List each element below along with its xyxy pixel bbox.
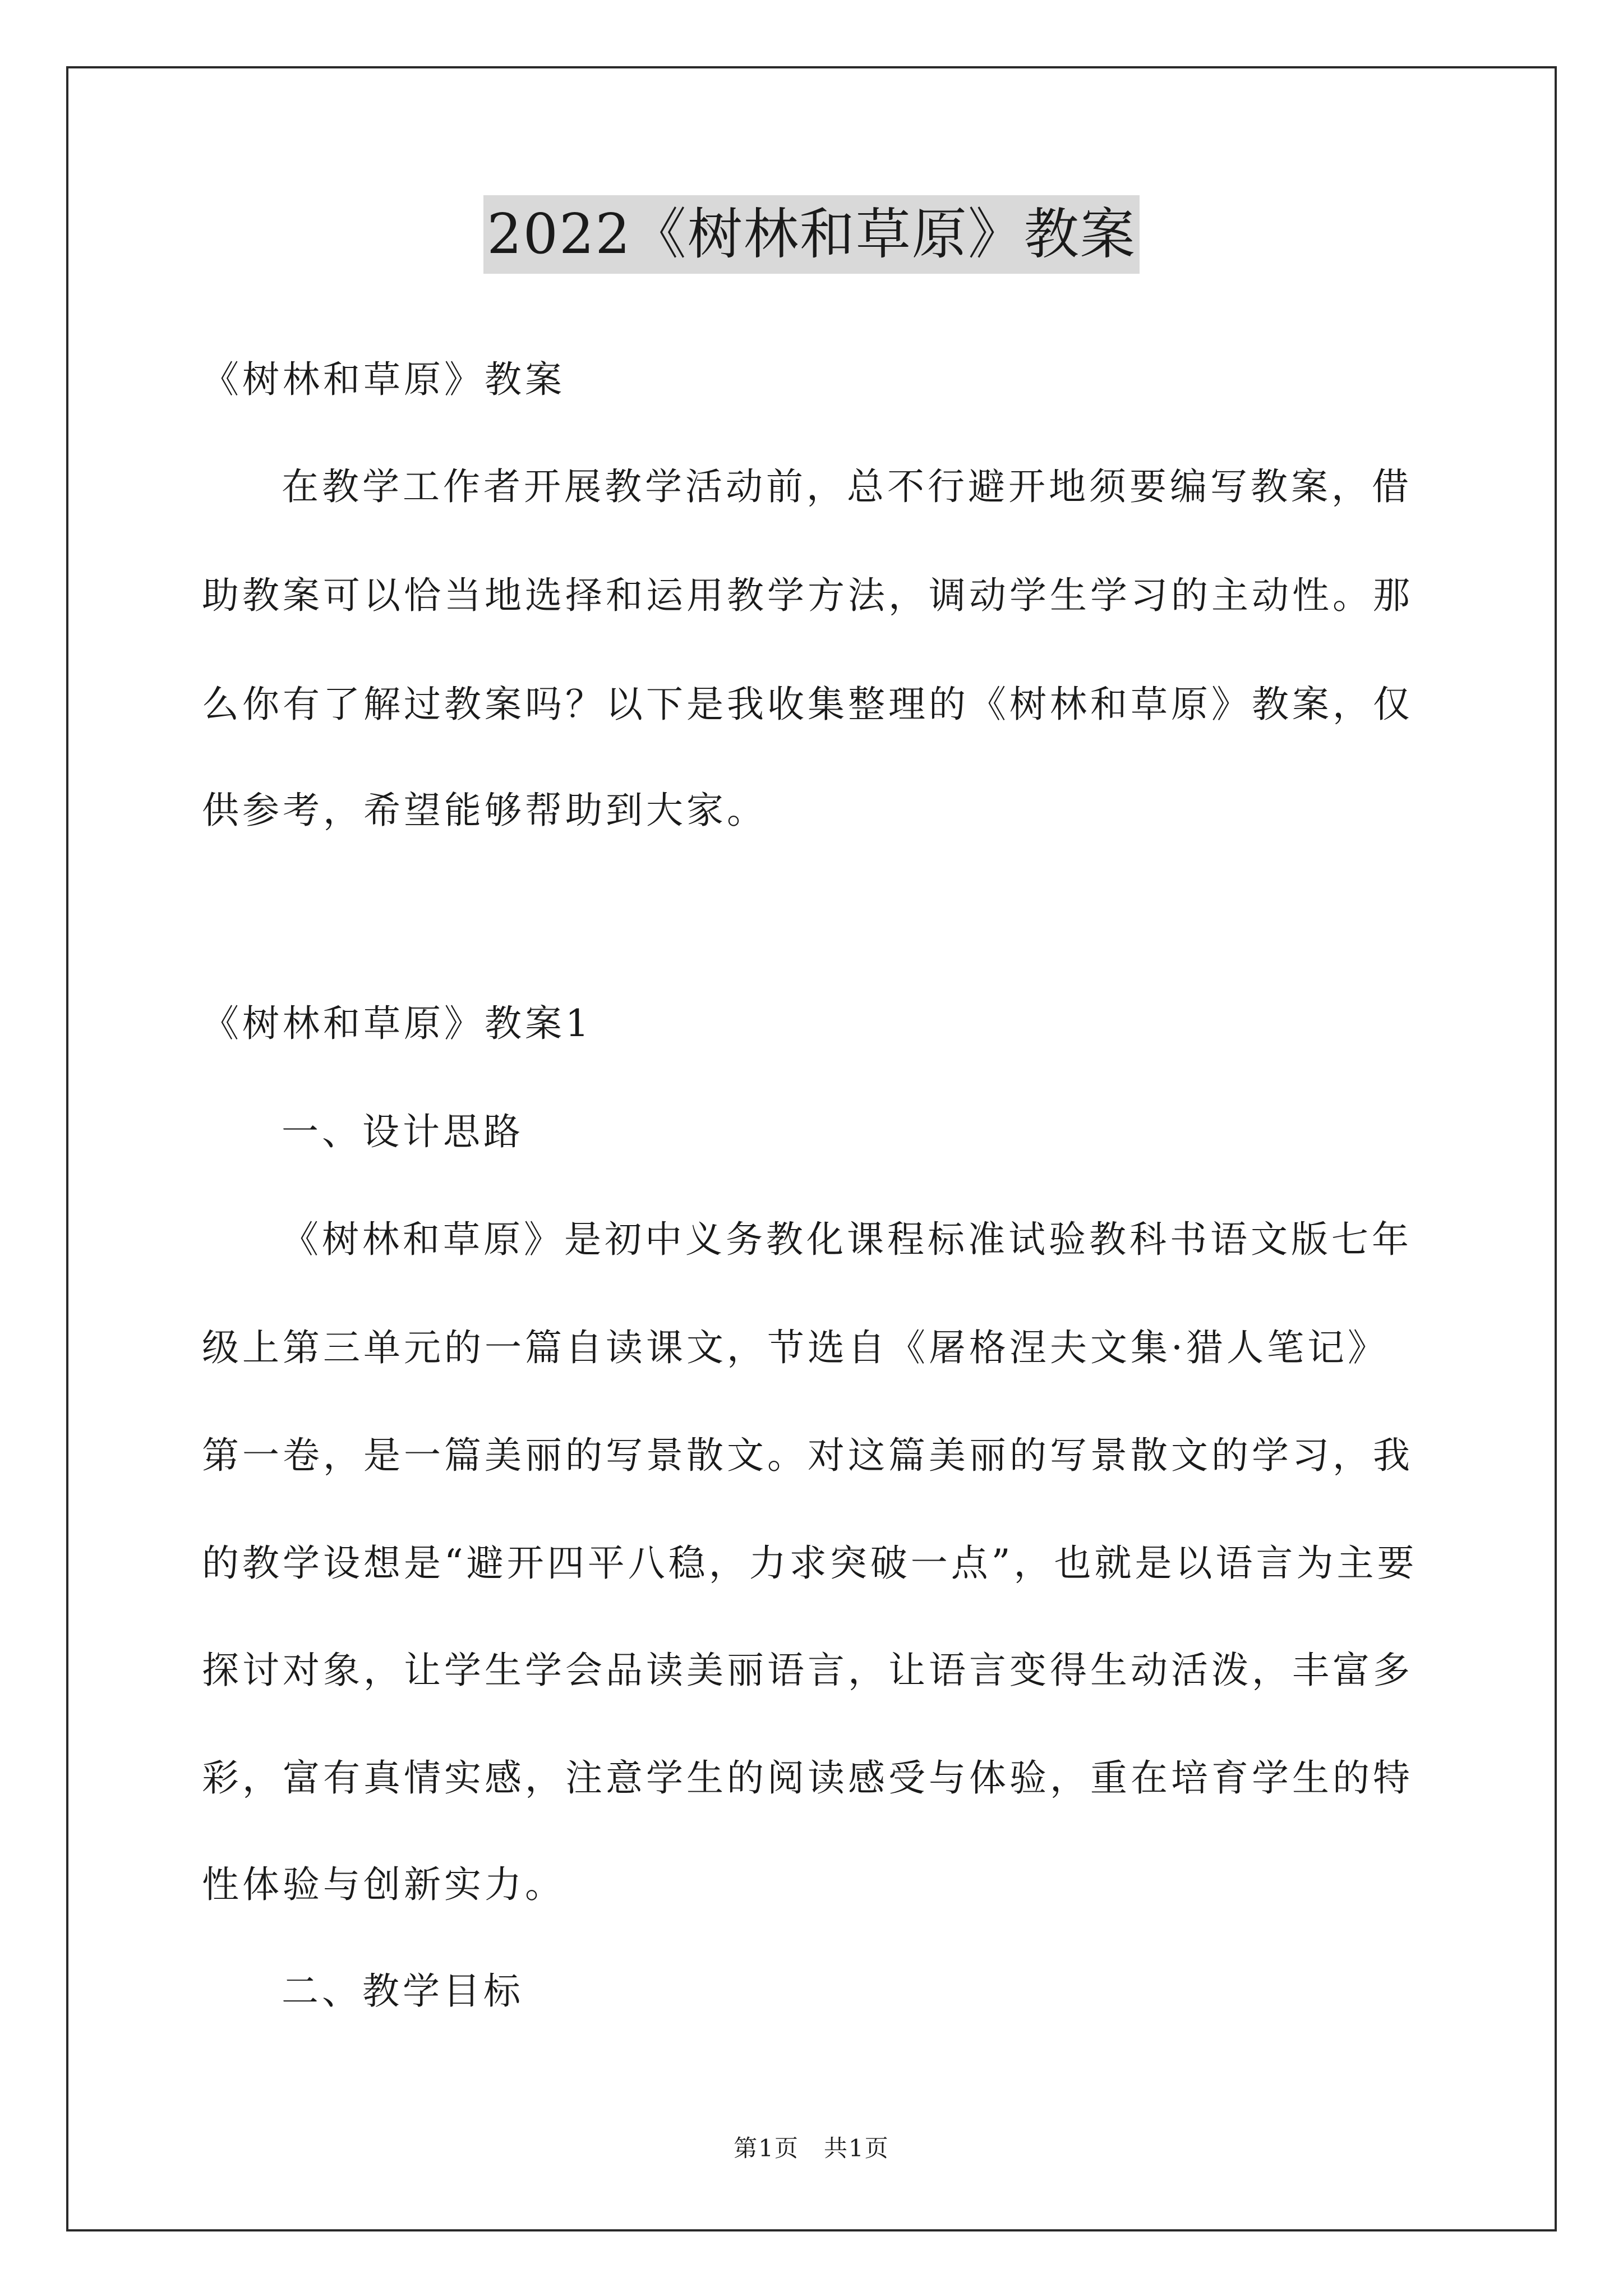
subtitle: 《树林和草原》教案 <box>202 358 565 401</box>
section-heading: 二、教学目标 <box>282 1970 524 2013</box>
body-line: 彩，富有真情实感，注意学生的阅读感受与体验，重在培育学生的特 <box>202 1756 1413 1800</box>
intro-line: 供参考，希望能够帮助到大家。 <box>202 789 767 832</box>
section-heading: 一、设计思路 <box>282 1110 524 1153</box>
body-line: 性体验与创新实力。 <box>202 1863 565 1906</box>
body-line: 级上第三单元的一篇自读课文，节选自《屠格涅夫文集·猎人笔记》 <box>202 1326 1388 1369</box>
intro-line: 助教案可以恰当地选择和运用教学方法，调动学生学习的主动性。那 <box>202 574 1413 617</box>
title-container <box>0 195 1623 274</box>
intro-line: 么你有了解过教案吗？以下是我收集整理的《树林和草原》教案，仅 <box>202 683 1413 726</box>
section-title: 《树林和草原》教案1 <box>202 1002 592 1045</box>
body-line: 《树林和草原》是初中义务教化课程标准试验教科书语文版七年 <box>282 1218 1412 1261</box>
page-footer: 第1页 共1页 <box>734 2134 889 2162</box>
body-line: 第一卷，是一篇美丽的写景散文。对这篇美丽的写景散文的学习，我 <box>202 1434 1413 1477</box>
body-line: 的教学设想是“避开四平八稳，力求突破一点”，也就是以语言为主要 <box>202 1542 1418 1585</box>
document-title: 2022《树林和草原》教案 <box>483 195 1139 274</box>
body-line: 探讨对象，让学生学会品读美丽语言，让语言变得生动活泼，丰富多 <box>202 1649 1413 1692</box>
intro-line: 在教学工作者开展教学活动前，总不行避开地须要编写教案，借 <box>282 465 1412 508</box>
